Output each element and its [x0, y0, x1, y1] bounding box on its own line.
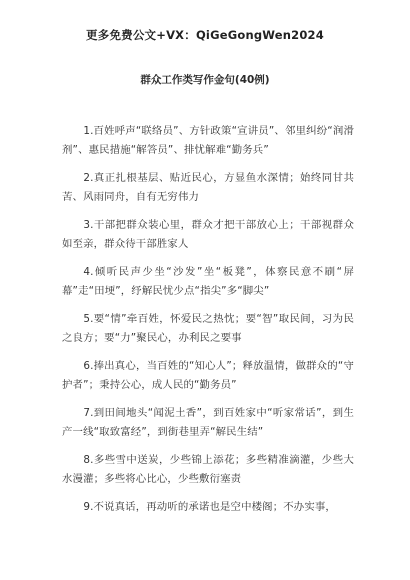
- paragraph-5: 5.要“情”牵百姓，怀爱民之热忱；要“智”取民间，习为民之良方；要“力”聚民心，办利民之要事: [62, 313, 354, 344]
- paragraph-7: 7.到田间地头“闻泥土香”，到百姓家中“听家常话”，到生产一线“取致富经”，到街巷里弄“解民生结”: [62, 407, 354, 438]
- paragraph-1: 1.百姓呼声“联络员”、方针政策“宣讲员”、邻里纠纷“润滑剂”、惠民措施“解答员”、排忧解难“勤务兵”: [62, 125, 354, 156]
- paragraph-6: 6.捧出真心，当百姓的“知心人”；释放温情，做群众的“守护者”；秉持公心，成人民的“勤务员”: [62, 360, 354, 391]
- paragraph-3: 3.干部把群众装心里，群众才把干部放心上；干部视群众如至亲，群众待干部胜家人: [62, 219, 354, 250]
- paragraph-8: 8.多些雪中送炭，少些锦上添花；多些精准滴灌，少些大水漫灌；多些将心比心，少些敷衍塞责: [62, 454, 354, 485]
- paragraph-2: 2.真正扎根基层、贴近民心，方显鱼水深情；始终同甘共苦、风雨同舟，自有无穷伟力: [62, 172, 354, 203]
- paragraph-4: 4.倾听民声少坐“沙发”坐“板凳”，体察民意不刷“屏幕”走“田埂”，纾解民忧少点“指尖”多“脚尖”: [62, 266, 354, 297]
- document-title: 群众工作类写作金句(40例): [140, 74, 270, 86]
- paragraph-9: 9.不说真话，再动听的承诺也是空中楼阁；不办实事，: [83, 501, 336, 513]
- document-header: 更多免费公文+VX：QiGeGongWen2024: [86, 28, 324, 42]
- document-body: [62, 122, 354, 526]
